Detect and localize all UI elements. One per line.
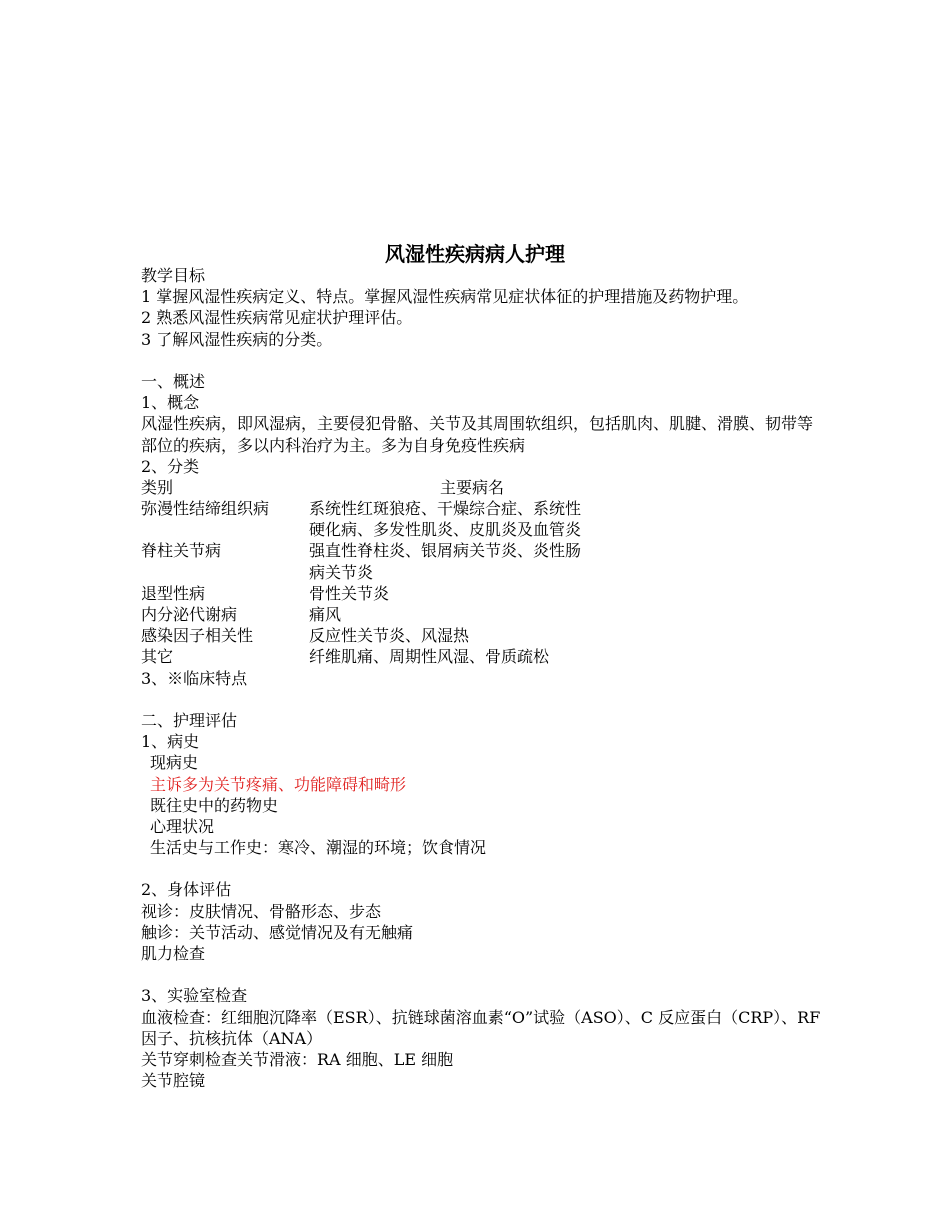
spacer bbox=[141, 964, 821, 985]
col-header-category: 类别 bbox=[141, 477, 174, 497]
physical-item: 视诊：皮肤情况、骨骼形态、步态 bbox=[141, 901, 382, 921]
concept-text: 风湿性疾病，即风湿病，主要侵犯骨骼、关节及其周围软组织，包括肌肉、肌腱、滑膜、韧带等部位的疾病，多以内科治疗为主。多为自身免疫性疾病 bbox=[141, 414, 814, 455]
lab-tests-heading: 3、实验室检查 bbox=[141, 986, 248, 1006]
physical-item: 肌力检查 bbox=[141, 944, 206, 964]
lab-item: 血液检查：红细胞沉降率（ESR）、抗链球菌溶血素“O”试验（ASO）、C 反应蛋白（CRP）、RF 因子、抗核抗体（ANA） bbox=[141, 1007, 821, 1048]
row-category: 感染因子相关性 bbox=[141, 626, 254, 646]
objective-item-1: 1 掌握风湿性疾病定义、特点。掌握风湿性疾病常见症状体征的护理措施及药物护理。 bbox=[141, 287, 749, 307]
history-item: 现病史 bbox=[150, 753, 199, 773]
clinical-features-heading: 3、※临床特点 bbox=[141, 668, 248, 688]
row-diseases-cont: 硬化病、多发性肌炎、皮肌炎及血管炎 bbox=[309, 520, 582, 540]
row-diseases: 系统性红斑狼疮、干燥综合症、系统性 bbox=[309, 499, 582, 519]
spacer bbox=[141, 858, 821, 879]
row-category: 脊柱关节病 bbox=[141, 541, 222, 561]
row-diseases: 骨性关节炎 bbox=[309, 583, 390, 603]
physical-item: 触诊：关节活动、感觉情况及有无触痛 bbox=[141, 922, 414, 942]
document-body bbox=[141, 265, 821, 1091]
classification-table-header bbox=[141, 477, 821, 498]
spacer bbox=[141, 689, 821, 710]
assessment-heading: 二、护理评估 bbox=[141, 710, 238, 730]
table-row-continuation bbox=[141, 562, 821, 583]
table-row bbox=[141, 583, 821, 604]
physical-assessment-heading: 2、身体评估 bbox=[141, 880, 232, 900]
page-title: 风湿性疾病病人护理 bbox=[385, 242, 565, 266]
table-row-continuation bbox=[141, 519, 821, 540]
table-row bbox=[141, 498, 821, 519]
lab-item: 关节腔镜 bbox=[141, 1071, 206, 1091]
table-row bbox=[141, 646, 821, 667]
overview-heading: 一、概述 bbox=[141, 371, 206, 391]
row-diseases: 痛风 bbox=[309, 605, 342, 625]
concept-heading: 1、概念 bbox=[141, 393, 200, 413]
row-category: 退型性病 bbox=[141, 583, 206, 603]
history-item: 既往史中的药物史 bbox=[150, 795, 279, 815]
row-category: 内分泌代谢病 bbox=[141, 605, 238, 625]
objective-item-3: 3 了解风湿性疾病的分类。 bbox=[141, 329, 333, 349]
row-diseases: 强直性脊柱炎、银屑病关节炎、炎性肠 bbox=[309, 541, 582, 561]
row-diseases: 反应性关节炎、风湿热 bbox=[309, 626, 470, 646]
table-row bbox=[141, 540, 821, 561]
objectives-heading: 教学目标 bbox=[141, 266, 206, 285]
col-header-disease-names: 主要病名 bbox=[440, 477, 505, 497]
row-category: 其它 bbox=[141, 647, 174, 667]
history-item: 生活史与工作史：寒冷、潮湿的环境；饮食情况 bbox=[150, 838, 487, 858]
row-diseases: 纤维肌痛、周期性风湿、骨质疏松 bbox=[309, 647, 550, 667]
objective-item-2: 2 熟悉风湿性疾病常见症状护理评估。 bbox=[141, 308, 413, 328]
lab-item: 关节穿刺检查关节滑液：RA 细胞、LE 细胞 bbox=[141, 1050, 454, 1070]
history-item-highlighted: 主诉多为关节疼痛、功能障碍和畸形 bbox=[150, 774, 407, 794]
history-item: 心理状况 bbox=[150, 816, 215, 836]
spacer bbox=[141, 350, 821, 371]
history-heading: 1、病史 bbox=[141, 732, 200, 752]
classification-heading: 2、分类 bbox=[141, 456, 200, 476]
row-diseases-cont: 病关节炎 bbox=[309, 562, 374, 582]
table-row bbox=[141, 625, 821, 646]
row-category: 弥漫性结缔组织病 bbox=[141, 499, 270, 519]
table-row bbox=[141, 604, 821, 625]
